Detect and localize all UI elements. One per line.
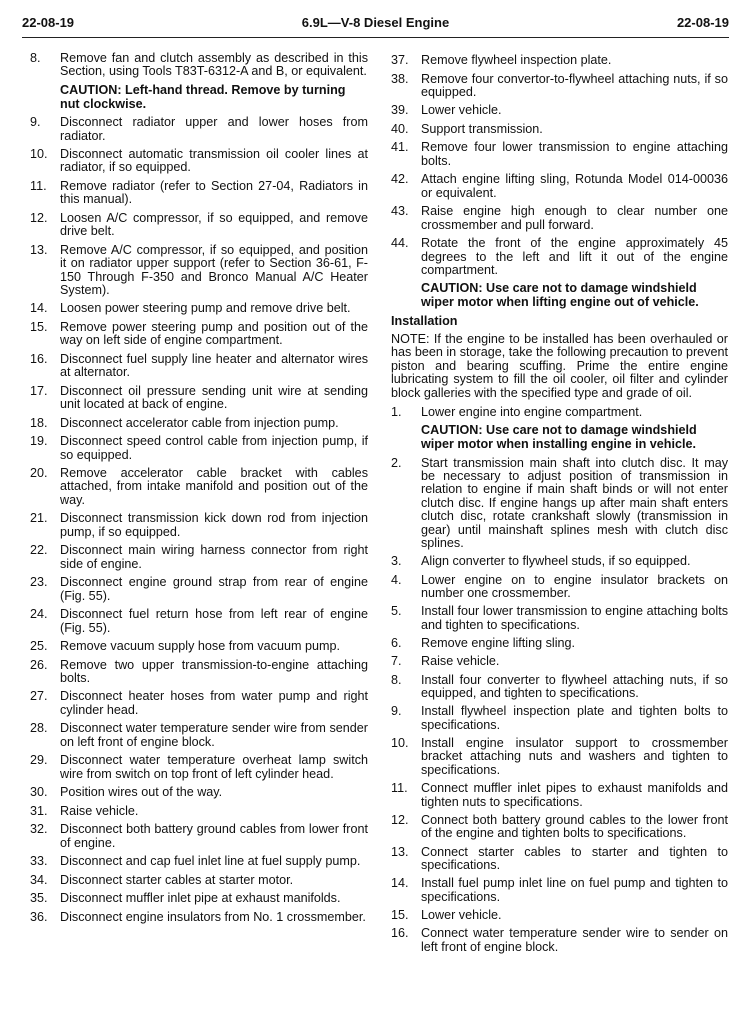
step-number: 17. bbox=[30, 383, 48, 398]
step-number: 43. bbox=[391, 204, 409, 219]
page-header bbox=[22, 13, 729, 38]
installation-heading: Installation bbox=[391, 313, 458, 328]
step-number: 33. bbox=[30, 854, 48, 869]
step-number: 44. bbox=[391, 236, 409, 251]
list-item bbox=[30, 180, 368, 207]
step-text: Disconnect heater hoses from water pump and right cylinder head. bbox=[60, 689, 368, 717]
step-number: 21. bbox=[30, 511, 48, 526]
step-number: 24. bbox=[30, 607, 48, 622]
step-number: 12. bbox=[391, 812, 409, 827]
step-text: Disconnect oil pressure sending unit wire at sending unit located at back of engine. bbox=[60, 383, 368, 412]
step-text: Lower vehicle. bbox=[421, 103, 502, 118]
list-item bbox=[391, 406, 728, 419]
list-item bbox=[391, 605, 728, 632]
step-text: Disconnect water temperature sender wire from sender on left front of engine block. bbox=[60, 721, 368, 749]
step-text: Install four lower transmission to engine attaching bolts and tighten to specifications. bbox=[421, 604, 728, 632]
list-item bbox=[391, 846, 728, 873]
left-column bbox=[30, 52, 368, 929]
step-text: Remove two upper transmission-to-engine attaching bolts. bbox=[60, 657, 368, 685]
step-number: 13. bbox=[30, 242, 48, 257]
step-number: 10. bbox=[391, 735, 409, 750]
step-text: Install four converter to flywheel attaching nuts, if so equipped, and tighten to specifications. bbox=[421, 672, 728, 700]
list-item bbox=[391, 909, 728, 922]
step-number: 39. bbox=[391, 103, 409, 118]
list-item bbox=[391, 457, 728, 551]
list-item bbox=[391, 205, 728, 232]
step-number: 4. bbox=[391, 572, 402, 587]
step-number: 2. bbox=[391, 455, 402, 470]
step-number: 16. bbox=[391, 926, 409, 941]
list-item bbox=[30, 435, 368, 462]
list-item bbox=[30, 786, 368, 799]
step-number: 10. bbox=[30, 147, 48, 161]
list-item bbox=[391, 705, 728, 732]
list-item bbox=[391, 655, 728, 668]
step-text: Disconnect accelerator cable from injection pump. bbox=[60, 415, 339, 430]
step-text: Position wires out of the way. bbox=[60, 785, 223, 800]
list-item bbox=[30, 544, 368, 571]
step-number: 7. bbox=[391, 654, 402, 669]
step-text: Disconnect muffler inlet pipe at exhaust manifolds. bbox=[60, 891, 341, 906]
list-item bbox=[30, 467, 368, 507]
right-column bbox=[391, 54, 728, 959]
list-item bbox=[391, 574, 728, 601]
step-text: Install fuel pump inlet line on fuel pump and tighten to specifications. bbox=[421, 876, 728, 904]
step-text: Disconnect water temperature overheat lamp switch wire from switch on top front of left cylinder head. bbox=[60, 753, 368, 781]
step-text: Rotate the front of the engine approximately 45 degrees to the left and lift it out of the engine compartment. bbox=[421, 236, 728, 277]
step-text: Remove flywheel inspection plate. bbox=[421, 53, 612, 67]
step-text: Disconnect automatic transmission oil cooler lines at radiator, if so equipped. bbox=[60, 147, 368, 175]
step-number: 41. bbox=[391, 140, 409, 155]
step-text: Remove power steering pump and position out of the way on left side of engine compartment. bbox=[60, 319, 368, 348]
step-number: 35. bbox=[30, 891, 48, 906]
step-number: 3. bbox=[391, 554, 402, 569]
step-text: Remove engine lifting sling. bbox=[421, 635, 576, 650]
step-text: Raise vehicle. bbox=[421, 654, 500, 669]
step-text: Lower engine into engine compartment. bbox=[421, 405, 643, 420]
list-item bbox=[30, 52, 368, 79]
list-item bbox=[391, 237, 728, 277]
step-number: 20. bbox=[30, 466, 48, 481]
page-title: 6.9L—V-8 Diesel Engine bbox=[301, 15, 450, 30]
caution-note: CAUTION: Use care not to damage windshield wiper motor when lifting engine out of vehicle. bbox=[421, 281, 699, 310]
list-item bbox=[391, 782, 728, 809]
list-item bbox=[30, 116, 368, 143]
step-number: 8. bbox=[391, 672, 402, 687]
step-number: 18. bbox=[30, 415, 48, 430]
step-text: Install flywheel inspection plate and tighten bolts to specifications. bbox=[421, 704, 728, 732]
list-item bbox=[30, 512, 368, 539]
step-text: Disconnect and cap fuel inlet line at fuel supply pump. bbox=[60, 854, 361, 869]
removal-steps-continued bbox=[391, 54, 728, 310]
step-text: Raise vehicle. bbox=[60, 803, 139, 818]
list-item bbox=[30, 754, 368, 781]
step-number: 34. bbox=[30, 872, 48, 887]
step-text: Loosen A/C compressor, if so equipped, and remove drive belt. bbox=[60, 210, 368, 239]
step-number: 6. bbox=[391, 635, 402, 650]
step-number: 23. bbox=[30, 575, 48, 590]
list-item bbox=[391, 877, 728, 904]
step-number: 26. bbox=[30, 657, 48, 672]
step-text: Disconnect engine ground strap from rear of engine (Fig. 55). bbox=[60, 575, 368, 603]
step-number: 30. bbox=[30, 785, 48, 800]
caution-note: CAUTION: Use care not to damage windshield wiper motor when installing engine in vehicle. bbox=[421, 423, 697, 451]
step-text: Disconnect both battery ground cables from lower front of engine. bbox=[60, 822, 368, 850]
step-number: 8. bbox=[30, 51, 41, 65]
caution-note: CAUTION: Left-hand thread. Remove by turning nut clockwise. bbox=[60, 82, 346, 111]
step-text: Connect water temperature sender wire to sender on left front of engine block. bbox=[421, 926, 728, 954]
step-text: Remove four convertor-to-flywheel attaching nuts, if so equipped. bbox=[421, 71, 728, 99]
list-item bbox=[391, 141, 728, 168]
list-item bbox=[391, 173, 728, 200]
step-number: 32. bbox=[30, 822, 48, 837]
step-text: Remove fan and clutch assembly as described in this Section, using Tools T83T-6312-A and B, or equivalent. bbox=[60, 51, 368, 79]
list-item bbox=[30, 244, 368, 298]
step-text: Remove vacuum supply hose from vacuum pump. bbox=[60, 639, 340, 653]
list-item bbox=[30, 855, 368, 868]
list-item bbox=[391, 73, 728, 100]
step-text: Loosen power steering pump and remove drive belt. bbox=[60, 301, 351, 316]
step-number: 25. bbox=[30, 639, 48, 653]
list-item bbox=[30, 805, 368, 818]
step-text: Disconnect radiator upper and lower hoses from radiator. bbox=[60, 115, 368, 143]
page-number-left: 22-08-19 bbox=[22, 15, 75, 30]
list-item bbox=[30, 892, 368, 905]
step-text: Disconnect starter cables at starter motor. bbox=[60, 872, 294, 887]
list-item bbox=[30, 659, 368, 686]
step-text: Connect both battery ground cables to the lower front of the engine and tighten bolts to specifications. bbox=[421, 812, 728, 841]
list-item bbox=[30, 576, 368, 603]
step-number: 40. bbox=[391, 121, 409, 136]
list-item bbox=[391, 927, 728, 954]
step-text: Start transmission main shaft into clutch disc. It may be necessary to adjust position of transmission in relation to engine if main shaft binds or will not enter clutch disc. If engine hangs up after main shaft enters clutch disc, rotate crankshaft slowly (transmission in gear) until mainshaft splines mesh with clutch disc splines. bbox=[421, 455, 728, 550]
step-number: 27. bbox=[30, 689, 48, 704]
list-item bbox=[30, 823, 368, 850]
step-number: 9. bbox=[30, 115, 41, 130]
list-item bbox=[30, 417, 368, 430]
list-item bbox=[30, 608, 368, 635]
list-item bbox=[30, 212, 368, 239]
list-item bbox=[391, 674, 728, 701]
step-text: Connect muffler inlet pipes to exhaust manifolds and tighten nuts to specifications. bbox=[421, 781, 728, 809]
step-text: Disconnect fuel return hose from left rear of engine (Fig. 55). bbox=[60, 607, 368, 635]
list-item bbox=[30, 353, 368, 380]
step-number: 31. bbox=[30, 803, 48, 818]
step-text: Connect starter cables to starter and tighten to specifications. bbox=[421, 844, 728, 872]
step-text: Align converter to flywheel studs, if so equipped. bbox=[421, 554, 691, 569]
list-item bbox=[30, 385, 368, 412]
step-number: 11. bbox=[30, 178, 47, 193]
step-text: Disconnect transmission kick down rod from injection pump, if so equipped. bbox=[60, 511, 368, 539]
list-item bbox=[391, 123, 728, 136]
step-number: 42. bbox=[391, 172, 409, 187]
list-item bbox=[391, 555, 728, 568]
step-number: 19. bbox=[30, 434, 48, 449]
step-number: 28. bbox=[30, 721, 48, 736]
step-number: 14. bbox=[30, 301, 48, 316]
step-number: 5. bbox=[391, 604, 402, 619]
step-number: 29. bbox=[30, 753, 48, 768]
installation-note: NOTE: If the engine to be installed has been overhauled or has been in storage, take the following precaution to prevent piston and bearing scuffing. Prime the entire engine lubricating system to fill the oil cooler, oil filter and cylinder block galleries with the specified type and grade of oil. bbox=[391, 332, 728, 400]
step-text: Remove A/C compressor, if so equipped, and position it on radiator upper support (refer to Section 36-61, F-150 Through F-350 and Bronco Manual A/C Heater System). bbox=[60, 242, 368, 297]
step-number: 12. bbox=[30, 210, 48, 225]
list-item bbox=[30, 874, 368, 887]
step-text: Remove radiator (refer to Section 27-04, Radiators in this manual). bbox=[60, 178, 368, 207]
step-number: 13. bbox=[391, 844, 409, 859]
list-item bbox=[391, 637, 728, 650]
step-text: Lower engine on to engine insulator brackets on number one crossmember. bbox=[421, 572, 728, 600]
step-text: Disconnect fuel supply line heater and alternator wires at alternator. bbox=[60, 351, 368, 380]
step-number: 15. bbox=[30, 319, 48, 334]
step-number: 36. bbox=[30, 909, 48, 924]
step-text: Disconnect speed control cable from injection pump, if so equipped. bbox=[60, 434, 368, 462]
step-text: Raise engine high enough to clear number one crossmember and pull forward. bbox=[421, 204, 728, 232]
list-item bbox=[391, 54, 728, 67]
step-text: Install engine insulator support to crossmember bracket attaching nuts and washers and tighten to specifications. bbox=[421, 735, 728, 777]
step-text: Lower vehicle. bbox=[421, 907, 502, 922]
list-item bbox=[30, 148, 368, 175]
list-item bbox=[30, 321, 368, 348]
step-number: 11. bbox=[391, 781, 408, 796]
list-item bbox=[30, 722, 368, 749]
step-text: Support transmission. bbox=[421, 121, 543, 136]
step-text: Disconnect engine insulators from No. 1 crossmember. bbox=[60, 909, 366, 924]
installation-steps bbox=[391, 406, 728, 954]
page-number-right: 22-08-19 bbox=[676, 15, 729, 30]
list-item bbox=[30, 911, 368, 924]
list-item bbox=[391, 737, 728, 777]
list-item bbox=[30, 640, 368, 653]
list-item bbox=[391, 814, 728, 841]
step-text: Disconnect main wiring harness connector from right side of engine. bbox=[60, 543, 368, 571]
step-text: Remove four lower transmission to engine attaching bolts. bbox=[421, 140, 728, 168]
step-number: 1. bbox=[391, 405, 402, 420]
step-number: 15. bbox=[391, 907, 409, 922]
step-number: 14. bbox=[391, 876, 409, 891]
step-text: Remove accelerator cable bracket with cables attached, from intake manifold and position out of the way. bbox=[60, 466, 368, 507]
list-item bbox=[30, 302, 368, 315]
step-text: Attach engine lifting sling, Rotunda Model 014-00036 or equivalent. bbox=[421, 172, 728, 200]
step-number: 37. bbox=[391, 53, 409, 67]
step-number: 38. bbox=[391, 71, 409, 86]
step-number: 22. bbox=[30, 543, 48, 558]
list-item bbox=[391, 104, 728, 117]
step-number: 16. bbox=[30, 351, 48, 366]
step-number: 9. bbox=[391, 704, 402, 719]
list-item bbox=[30, 690, 368, 717]
